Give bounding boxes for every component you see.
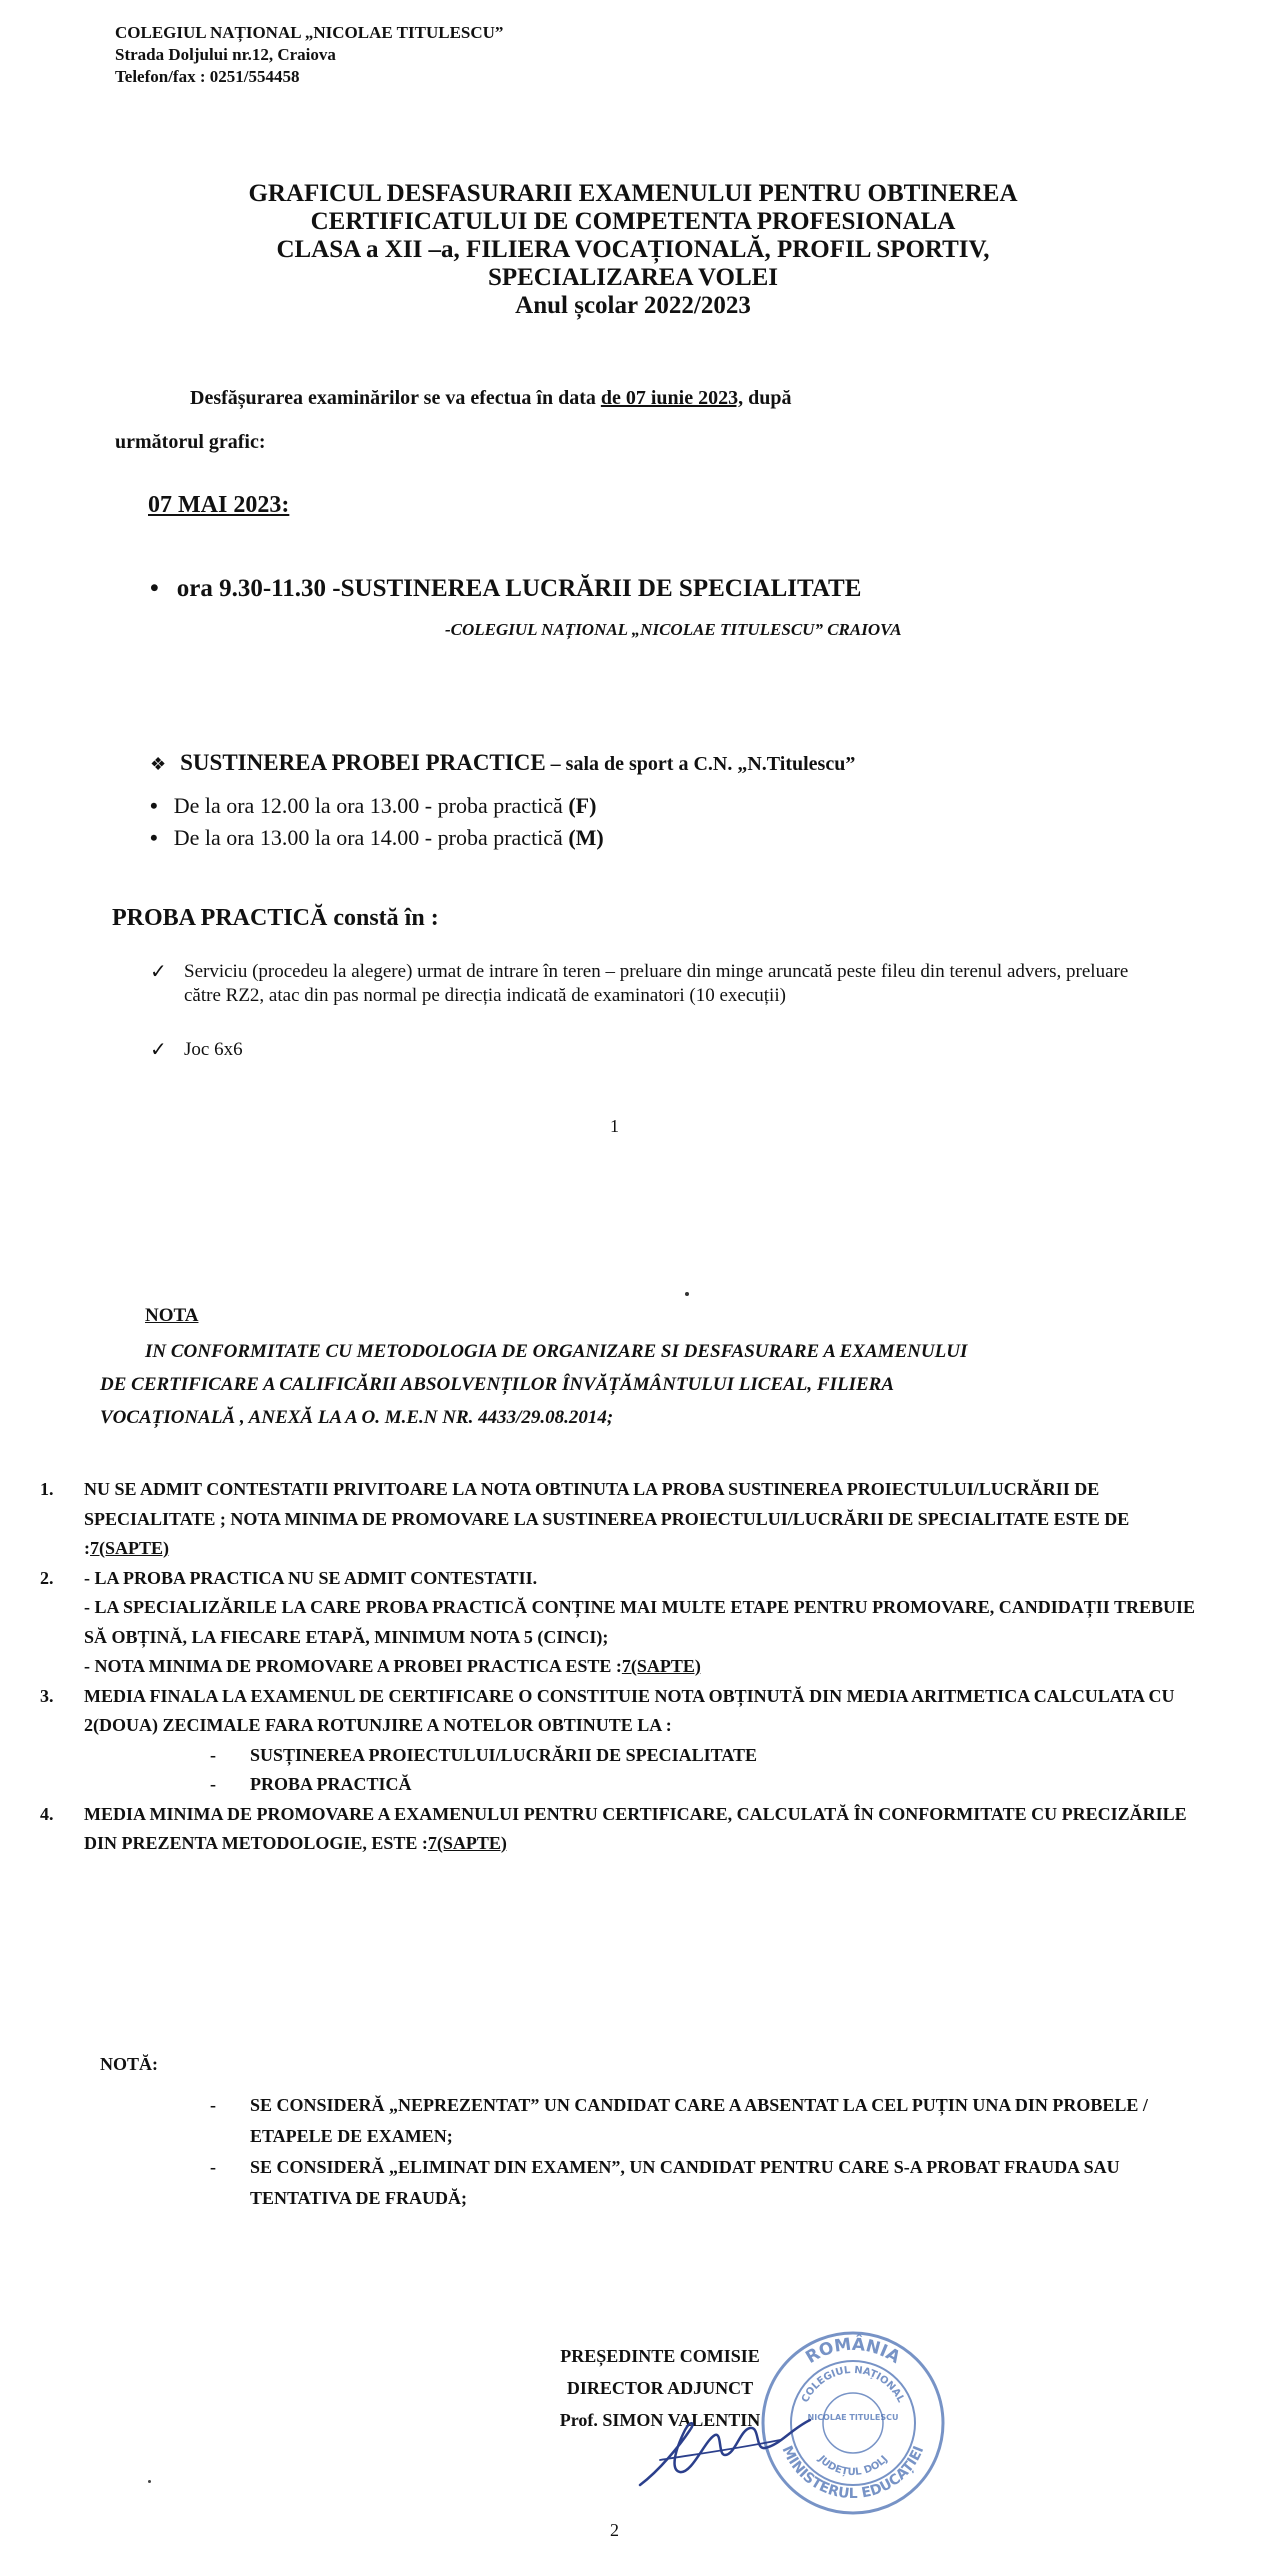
rule-sub-item: [40, 1741, 1210, 1771]
scan-speck: [148, 2480, 151, 2483]
title-line-3: CLASA a XII –a, FILIERA VOCAȚIONALĂ, PROFIL SPORTIV,: [276, 236, 990, 263]
nota-line-2: DE CERTIFICARE A CALIFICĂRII ABSOLVENȚILOR ÎNVĂȚĂMÂNTULUI LICEAL, FILIERA: [100, 1374, 894, 1395]
handwritten-signature-icon: [630, 2400, 820, 2495]
list-item: [150, 960, 1150, 1008]
practical-heading: [150, 750, 855, 776]
rule-number: 4.: [40, 1803, 54, 1824]
page-number-2: 2: [610, 2520, 619, 2540]
nota-line-3: VOCAȚIONALĂ , ANEXĂ LA A O. M.E.N NR. 4433/29.08.2014;: [100, 1407, 614, 1428]
stamp-inner-3: JUDEȚUL DOLJ: [815, 2453, 891, 2479]
checkmark-icon: ✓: [150, 1039, 167, 1061]
dash-icon: -: [210, 2157, 216, 2177]
title-line-2: CERTIFICATULUI DE COMPETENTA PROFESIONALA: [310, 208, 956, 235]
rule-number: 3.: [40, 1685, 54, 1706]
rules-list: [40, 1475, 1210, 1859]
schedule-item: [150, 575, 861, 603]
school-header: [115, 22, 503, 88]
rule-number: 1.: [40, 1479, 54, 1499]
svg-text:JUDEȚUL DOLJ: [815, 2453, 890, 2478]
school-address: Strada Doljului nr.12, Craiova: [115, 45, 336, 64]
intro-paragraph: [115, 376, 1135, 464]
schedule-text: ora 9.30-11.30 -SUSTINEREA LUCRĂRII DE SPECIALITATE: [176, 575, 862, 602]
rule-text: MEDIA FINALA LA EXAMENUL DE CERTIFICARE O CONSTITUIE NOTA OBȚINUTĂ DIN MEDIA ARITMETICA CALCULATA CU 2(DOUA) ZECIMALE FARA ROTUNJIRE A NOTELOR OBTINUTE LA :: [84, 1685, 1175, 1735]
list-item: [150, 1038, 1150, 1062]
nota2-item-text: SE CONSIDERĂ „NEPREZENTAT” UN CANDIDAT CARE A ABSENTAT LA CEL PUȚIN UNA DIN PROBELE / ETAPELE DE EXAMEN;: [250, 2095, 1148, 2146]
scan-speck: [685, 1292, 689, 1296]
bullet-icon: •: [150, 825, 158, 850]
list-item-text: Serviciu (procedeu la alegere) urmat de intrare în teren – preluare din minge aruncată peste fileu din terenul advers, preluare către RZ2, atac din pas normal pe direcția indicată de examinatori (10 execuții): [184, 961, 1129, 1006]
intro-date: de 07 iunie 2023,: [600, 387, 744, 409]
bullet-icon: •: [150, 575, 159, 602]
dash-icon: -: [210, 1744, 216, 1765]
date-heading: 07 MAI 2023:: [148, 492, 290, 518]
rule-value: 7(SAPTE): [90, 1538, 170, 1558]
rule-line: - NOTA MINIMA DE PROMOVARE A PROBEI PRACTICA ESTE :: [84, 1656, 622, 1676]
nota-text: [100, 1335, 1250, 1434]
diamond-bullet-icon: ❖: [150, 754, 167, 774]
stamp-outer-top: ROMÂNIA: [802, 2334, 904, 2368]
rule-1: [40, 1475, 1210, 1564]
time-slot-text: De la ora 12.00 la ora 13.00 - proba practică: [173, 793, 569, 818]
nota-heading: NOTA: [145, 1305, 199, 1326]
stamp-inner-1: COLEGIUL NAȚIONAL: [799, 2364, 907, 2405]
school-phone: Telefon/fax : 0251/554458: [115, 67, 300, 86]
stamp-inner-2: NICOLAE TITULESCU: [807, 2413, 899, 2422]
nota2-list: [210, 2090, 1210, 2214]
practical-content-list: [150, 960, 1150, 1092]
rule-value: 7(SAPTE): [427, 1833, 507, 1853]
intro-text-2: după: [748, 387, 792, 409]
title-line-4: SPECIALIZAREA VOLEI: [487, 264, 779, 291]
dash-icon: -: [210, 2095, 216, 2115]
practical-content-heading: PROBA PRACTICĂ constă în :: [112, 905, 439, 931]
rule-sub-item: [40, 1770, 1210, 1800]
time-slot-text: De la ora 13.00 la ora 14.00 - proba practică: [173, 825, 569, 850]
nota2-item: [210, 2090, 1210, 2152]
practical-times: [150, 790, 604, 854]
rule-4: [40, 1800, 1210, 1859]
rule-value: 7(SAPTE): [621, 1656, 701, 1676]
intro-text-3: următorul grafic:: [115, 431, 266, 453]
schedule-venue: -COLEGIUL NAȚIONAL „NICOLAE TITULESCU” CRAIOVA: [445, 620, 902, 639]
rule-text: MEDIA MINIMA DE PROMOVARE A EXAMENULUI PENTRU CERTIFICARE, CALCULATĂ ÎN CONFORMITATE CU PRECIZĂRILE DIN PREZENTA METODOLOGIE, ESTE :: [84, 1803, 1187, 1853]
signatory-role-1: PREȘEDINTE COMISIE: [560, 2346, 760, 2366]
document-title: [60, 180, 1206, 320]
time-slot-group: (M): [568, 825, 604, 850]
signatory-role-2: DIRECTOR ADJUNCT: [566, 2378, 754, 2398]
practical-heading-text: SUSTINEREA PROBEI PRACTICE: [180, 750, 546, 775]
nota2-heading: NOTĂ:: [100, 2054, 158, 2074]
rule-text: NU SE ADMIT CONTESTATII PRIVITOARE LA NOTA OBTINUTA LA PROBA SUSTINEREA PROIECTULUI/LUCRĂRII DE SPECIALITATE ; NOTA MINIMA DE PROMOVARE LA SUSTINEREA PROIECTULUI/LUCRĂRII DE SPECIALITATE ESTE DE :: [84, 1479, 1130, 1558]
time-slot: [150, 790, 604, 822]
rule-3: [40, 1682, 1210, 1741]
nota-line-1: IN CONFORMITATE CU METODOLOGIA DE ORGANIZARE SI DESFASURARE A EXAMENULUI: [145, 1341, 968, 1362]
time-slot: [150, 822, 604, 854]
page-number-1: 1: [610, 1116, 619, 1136]
rule-sub-text: SUSȚINEREA PROIECTULUI/LUCRĂRII DE SPECIALITATE: [250, 1744, 757, 1765]
dash-icon: -: [210, 1774, 216, 1794]
school-name: COLEGIUL NAȚIONAL „NICOLAE TITULESCU”: [115, 23, 504, 42]
stamp-outer-bottom: MINISTERUL EDUCAȚIEI: [778, 2443, 928, 2503]
nota2-item: [210, 2152, 1210, 2214]
rule-line: - LA SPECIALIZĂRILE LA CARE PROBA PRACTICĂ CONȚINE MAI MULTE ETAPE PENTRU PROMOVARE, CANDIDAȚII TREBUIE SĂ OBȚINĂ, LA FIECARE ETAPĂ, MINIMUM NOTA 5 (CINCI);: [84, 1597, 1195, 1647]
title-line-5: Anul școlar 2022/2023: [515, 292, 751, 319]
title-line-1: GRAFICUL DESFASURARII EXAMENULUI PENTRU OBTINEREA: [248, 180, 1018, 207]
list-item-text: Joc 6x6: [184, 1039, 243, 1060]
checkmark-icon: ✓: [150, 961, 167, 983]
bullet-icon: •: [150, 793, 158, 818]
signatory-name: Prof. SIMON VALENTIN: [559, 2410, 761, 2430]
nota2-item-text: SE CONSIDERĂ „ELIMINAT DIN EXAMEN”, UN CANDIDAT PENTRU CARE S-A PROBAT FRAUDA SAU TENTATIVA DE FRAUDĂ;: [250, 2157, 1120, 2208]
rule-line: - LA PROBA PRACTICA NU SE ADMIT CONTESTATII.: [84, 1567, 538, 1588]
rule-number: 2.: [40, 1567, 54, 1588]
rule-2: [40, 1564, 1210, 1682]
practical-heading-venue: – sala de sport a C.N. „N.Titulescu”: [545, 753, 856, 775]
intro-text-1: Desfășurarea examinărilor se va efectua în data: [190, 387, 596, 409]
time-slot-group: (F): [568, 793, 597, 818]
rule-sub-text: PROBA PRACTICĂ: [250, 1774, 412, 1794]
